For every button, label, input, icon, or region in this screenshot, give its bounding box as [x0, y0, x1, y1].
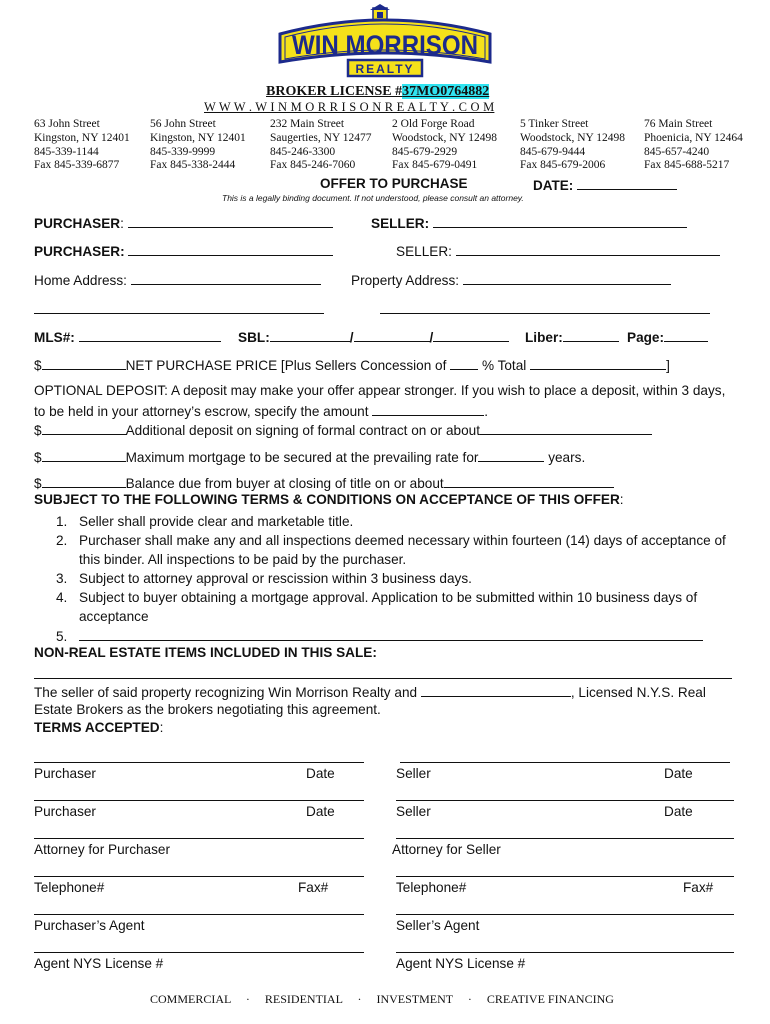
office-street: 56 John Street — [150, 118, 216, 130]
seller-2-label: Seller — [396, 804, 431, 819]
footer-commercial: COMMERCIAL — [150, 992, 231, 1006]
office-phone: 845-246-3300 — [270, 145, 336, 158]
broker-license — [266, 84, 489, 100]
office-street: 63 John Street — [34, 118, 100, 130]
concession-total-field[interactable] — [530, 356, 666, 370]
page-title: OFFER TO PURCHASE — [320, 176, 468, 191]
purchaser-telephone-line[interactable] — [34, 876, 364, 877]
property-address-row: Property Address: — [351, 271, 671, 288]
purchasers-agent-license-label: Agent NYS License # — [34, 956, 164, 971]
date-label: DATE: — [533, 176, 677, 193]
sellers-agent-line[interactable] — [396, 914, 734, 915]
seller-1-field[interactable] — [433, 214, 687, 228]
additional-deposit-date-field[interactable] — [480, 421, 652, 435]
purchaser-fax-label: Fax# — [298, 880, 329, 895]
office-street: 76 Main Street — [644, 118, 713, 130]
term-line: Purchaser shall make any and all inspections deemed necessary within fourteen (14) days of acceptance of — [79, 533, 726, 548]
net-price-row: $ NET PURCHASE PRICE [Plus Sellers Concession of % Total ] — [34, 358, 670, 373]
office-6 — [644, 118, 743, 173]
purchaser-1-sign-line[interactable] — [34, 762, 364, 763]
seller-row-2: SELLER: — [396, 242, 720, 259]
page-field[interactable] — [664, 328, 708, 342]
cooperating-broker-field[interactable] — [421, 683, 571, 697]
seller-2-date-label: Date — [664, 804, 693, 819]
term-number: 1. — [56, 514, 68, 529]
office-city: Woodstock, NY 12498 — [392, 131, 498, 144]
term-line: acceptance — [79, 609, 149, 624]
purchaser-1-field[interactable] — [128, 214, 333, 228]
purchaser-2-sign-line[interactable] — [34, 800, 364, 801]
seller-telephone-label: Telephone# — [396, 880, 467, 895]
office-city: Kingston, NY 12401 — [34, 131, 130, 144]
logo-tag: REALTY — [355, 62, 415, 76]
sbl-row: SBL: / / — [238, 328, 509, 345]
additional-deposit-row: $ Additional deposit on signing of formal contract on or about — [34, 421, 652, 438]
office-fax: Fax 845-338-2444 — [150, 159, 236, 172]
footer-sep-1: · — [245, 992, 250, 1006]
recognition-line-1: The seller of said property recognizing Win Morrison Realty and , Licensed N.Y.S. Real — [34, 685, 706, 700]
term-line: Subject to attorney approval or rescission within 3 business days. — [79, 571, 472, 586]
non-real-estate-heading: NON-REAL ESTATE ITEMS INCLUDED IN THIS SALE: — [34, 645, 377, 660]
term-text — [79, 627, 703, 646]
purchasers-agent-line[interactable] — [34, 914, 364, 915]
footer-creative-financing: CREATIVE FINANCING — [486, 992, 614, 1006]
office-street: 2 Old Forge Road — [392, 118, 475, 130]
mls-row: MLS#: — [34, 328, 221, 345]
broker-license-number: 37MO0764882 — [402, 84, 490, 99]
footer — [150, 992, 614, 1007]
term-text — [79, 569, 472, 588]
purchaser-1-label: Purchaser — [34, 766, 96, 781]
footer-residential: RESIDENTIAL — [264, 992, 343, 1006]
office-fax: Fax 845-679-0491 — [392, 159, 478, 172]
attorney-seller-line[interactable] — [396, 838, 734, 839]
purchasers-agent-label: Purchaser’s Agent — [34, 918, 145, 933]
office-phone: 845-339-1144 — [34, 145, 99, 158]
seller-telephone-line[interactable] — [396, 876, 734, 877]
attorney-seller-label: Attorney for Seller — [392, 842, 501, 857]
logo-name: WIN MORRISON — [292, 30, 478, 60]
office-fax: Fax 845-246-7060 — [270, 159, 356, 172]
deposit-amount-field[interactable] — [372, 402, 484, 416]
home-address-line-2[interactable] — [34, 313, 324, 314]
office-phone: 845-339-9999 — [150, 145, 216, 158]
balance-date-field[interactable] — [444, 474, 614, 488]
term-item — [56, 569, 472, 588]
seller-1-sign-line[interactable] — [400, 762, 730, 763]
attorney-purchaser-label: Attorney for Purchaser — [34, 842, 170, 857]
office-4 — [392, 118, 497, 173]
sellers-agent-license-line[interactable] — [396, 952, 734, 953]
term-item — [56, 627, 703, 646]
win-morrison-logo — [276, 4, 494, 80]
seller-2-field[interactable] — [456, 242, 720, 256]
term-item — [56, 531, 726, 569]
office-street: 5 Tinker Street — [520, 118, 589, 130]
seller-1-date-label: Date — [664, 766, 693, 781]
purchaser-1-date-label: Date — [306, 766, 335, 781]
term-number: 3. — [56, 571, 68, 586]
term-line: this binder. All inspections to be paid by the purchaser. — [79, 552, 407, 567]
property-address-field[interactable] — [463, 271, 671, 285]
term-5-field[interactable] — [79, 627, 703, 641]
concession-percent-field[interactable] — [450, 356, 478, 370]
term-line: Seller shall provide clear and marketable title. — [79, 514, 354, 529]
term-item — [56, 512, 353, 531]
home-address-row: Home Address: — [34, 271, 321, 288]
logo-graphic — [276, 4, 494, 80]
terms-accepted-heading: TERMS ACCEPTED: — [34, 720, 164, 735]
non-real-estate-items-line[interactable] — [34, 678, 732, 679]
broker-license-label: BROKER LICENSE # — [266, 84, 403, 99]
seller-row-1: SELLER: — [371, 214, 687, 231]
liber-field[interactable] — [563, 328, 619, 342]
page-row: Page: — [627, 328, 708, 345]
term-item — [56, 588, 697, 626]
property-address-line-2[interactable] — [380, 313, 710, 314]
sellers-agent-license-label: Agent NYS License # — [396, 956, 526, 971]
term-text — [79, 588, 697, 626]
footer-sep-2: · — [357, 992, 362, 1006]
liber-row: Liber: — [525, 328, 619, 345]
date-field[interactable] — [577, 176, 677, 190]
office-2 — [150, 118, 246, 173]
sbl-field-2[interactable] — [354, 328, 430, 342]
mortgage-amount-field[interactable] — [42, 448, 126, 462]
seller-2-sign-line[interactable] — [396, 800, 734, 801]
sbl-field-3[interactable] — [433, 328, 509, 342]
office-city: Saugerties, NY 12477 — [270, 131, 372, 144]
office-5 — [520, 118, 625, 173]
office-fax: Fax 845-339-6877 — [34, 159, 120, 172]
disclaimer: This is a legally binding document. If not understood, please consult an attorney. — [222, 193, 524, 203]
purchaser-telephone-label: Telephone# — [34, 880, 105, 895]
office-street: 232 Main Street — [270, 118, 345, 130]
purchaser-2-date-label: Date — [306, 804, 335, 819]
attorney-purchaser-line[interactable] — [34, 838, 364, 839]
deposit-line-2: to be held in your attorney’s escrow, specify the amount . — [34, 404, 489, 419]
term-text — [79, 512, 353, 531]
office-phone: 845-679-9444 — [520, 145, 586, 158]
purchaser-2-field[interactable] — [128, 242, 333, 256]
purchaser-row-1: PURCHASER: — [34, 214, 333, 231]
sbl-field-1[interactable] — [270, 328, 350, 342]
footer-investment: INVESTMENT — [376, 992, 453, 1006]
deposit-line-1: OPTIONAL DEPOSIT: A deposit may make your offer appear stronger. If you wish to place a deposit, within 3 days, — [34, 383, 726, 398]
office-1 — [34, 118, 130, 173]
website-url[interactable]: W W W . W I N M O R R I S O N R E A L T Y . C O M — [204, 100, 495, 114]
house-icon — [370, 4, 390, 20]
term-number: 4. — [56, 590, 68, 605]
sellers-agent-label: Seller’s Agent — [396, 918, 480, 933]
term-number: 5. — [56, 629, 68, 644]
seller-fax-label: Fax# — [683, 880, 714, 895]
mls-field[interactable] — [79, 328, 221, 342]
office-city: Woodstock, NY 12498 — [520, 131, 626, 144]
seller-1-label: Seller — [396, 766, 431, 781]
terms-heading: SUBJECT TO THE FOLLOWING TERMS & CONDITIONS ON ACCEPTANCE OF THIS OFFER: — [34, 492, 624, 507]
office-phone: 845-679-2929 — [392, 145, 458, 158]
office-3 — [270, 118, 371, 173]
mortgage-years-field[interactable] — [478, 448, 544, 462]
additional-deposit-field[interactable] — [42, 421, 126, 435]
term-line: Subject to buyer obtaining a mortgage approval. Application to be submitted within 10 business days of — [79, 590, 698, 605]
office-fax: Fax 845-688-5217 — [644, 159, 730, 172]
home-address-field[interactable] — [131, 271, 321, 285]
term-text — [79, 531, 726, 569]
recognition-line-2: Estate Brokers as the brokers negotiating this agreement. — [34, 702, 381, 717]
balance-row: $ Balance due from buyer at closing of title on or about — [34, 474, 614, 491]
term-number: 2. — [56, 533, 68, 548]
balance-amount-field[interactable] — [42, 474, 126, 488]
office-phone: 845-657-4240 — [644, 145, 710, 158]
footer-sep-3: · — [467, 992, 472, 1006]
office-city: Kingston, NY 12401 — [150, 131, 246, 144]
purchaser-row-2: PURCHASER: — [34, 242, 333, 259]
mortgage-row: $ Maximum mortgage to be secured at the prevailing rate for years. — [34, 450, 586, 465]
purchaser-2-label: Purchaser — [34, 804, 96, 819]
office-fax: Fax 845-679-2006 — [520, 159, 606, 172]
office-city: Phoenicia, NY 12464 — [644, 131, 743, 144]
net-price-field[interactable] — [42, 356, 126, 370]
purchasers-agent-license-line[interactable] — [34, 952, 364, 953]
